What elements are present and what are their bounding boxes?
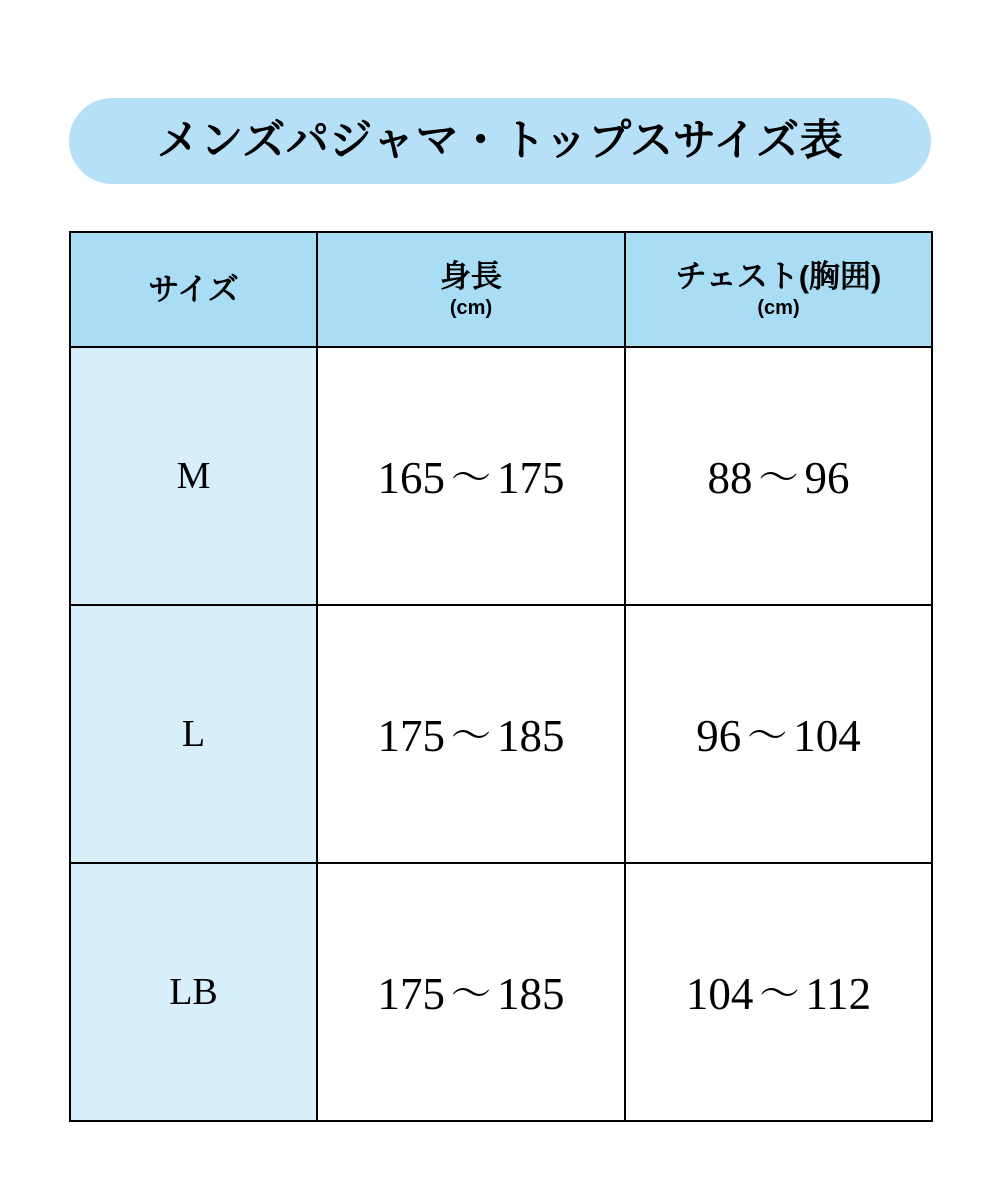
range-separator: 〜 bbox=[747, 712, 788, 759]
cell-height bbox=[317, 605, 625, 863]
range-separator: 〜 bbox=[451, 454, 491, 501]
cell-size: LB bbox=[70, 863, 317, 1121]
column-header-chest-unit: (cm) bbox=[757, 297, 800, 320]
size-table bbox=[69, 231, 933, 1122]
chest-max: 104 bbox=[793, 710, 861, 761]
chest-max: 112 bbox=[805, 968, 872, 1019]
range-separator: 〜 bbox=[758, 454, 799, 501]
height-min: 175 bbox=[377, 968, 445, 1019]
height-max: 185 bbox=[497, 968, 565, 1019]
cell-chest bbox=[625, 347, 932, 605]
table-header bbox=[70, 232, 932, 347]
cell-size: M bbox=[70, 347, 317, 605]
chest-max: 96 bbox=[804, 452, 850, 503]
cell-height bbox=[317, 863, 625, 1121]
height-min: 165 bbox=[377, 452, 445, 503]
column-header-height-label: 身長 bbox=[440, 258, 502, 294]
column-header-size bbox=[70, 232, 317, 347]
chest-min: 88 bbox=[707, 452, 753, 503]
column-header-size-label: サイズ bbox=[148, 271, 239, 307]
height-max: 185 bbox=[497, 710, 565, 761]
range-separator: 〜 bbox=[451, 970, 491, 1017]
cell-height bbox=[317, 347, 625, 605]
chest-min: 96 bbox=[696, 710, 742, 761]
table-row bbox=[70, 863, 932, 1121]
page-title: メンズパジャマ・トップスサイズ表 bbox=[156, 116, 844, 165]
height-max: 175 bbox=[497, 452, 565, 503]
table-header-row bbox=[70, 232, 932, 347]
table-row bbox=[70, 605, 932, 863]
range-separator: 〜 bbox=[759, 970, 800, 1017]
column-header-height bbox=[317, 232, 625, 347]
title-banner bbox=[69, 98, 931, 184]
cell-size: L bbox=[70, 605, 317, 863]
table-body bbox=[70, 347, 932, 1121]
table-row bbox=[70, 347, 932, 605]
chest-min: 104 bbox=[685, 968, 754, 1019]
cell-chest bbox=[625, 605, 932, 863]
range-separator: 〜 bbox=[451, 712, 491, 759]
column-header-chest-label: チェスト(胸囲) bbox=[675, 258, 882, 294]
column-header-height-unit: (cm) bbox=[449, 297, 493, 320]
cell-chest bbox=[625, 863, 932, 1121]
column-header-chest bbox=[625, 232, 932, 347]
height-min: 175 bbox=[377, 710, 445, 761]
